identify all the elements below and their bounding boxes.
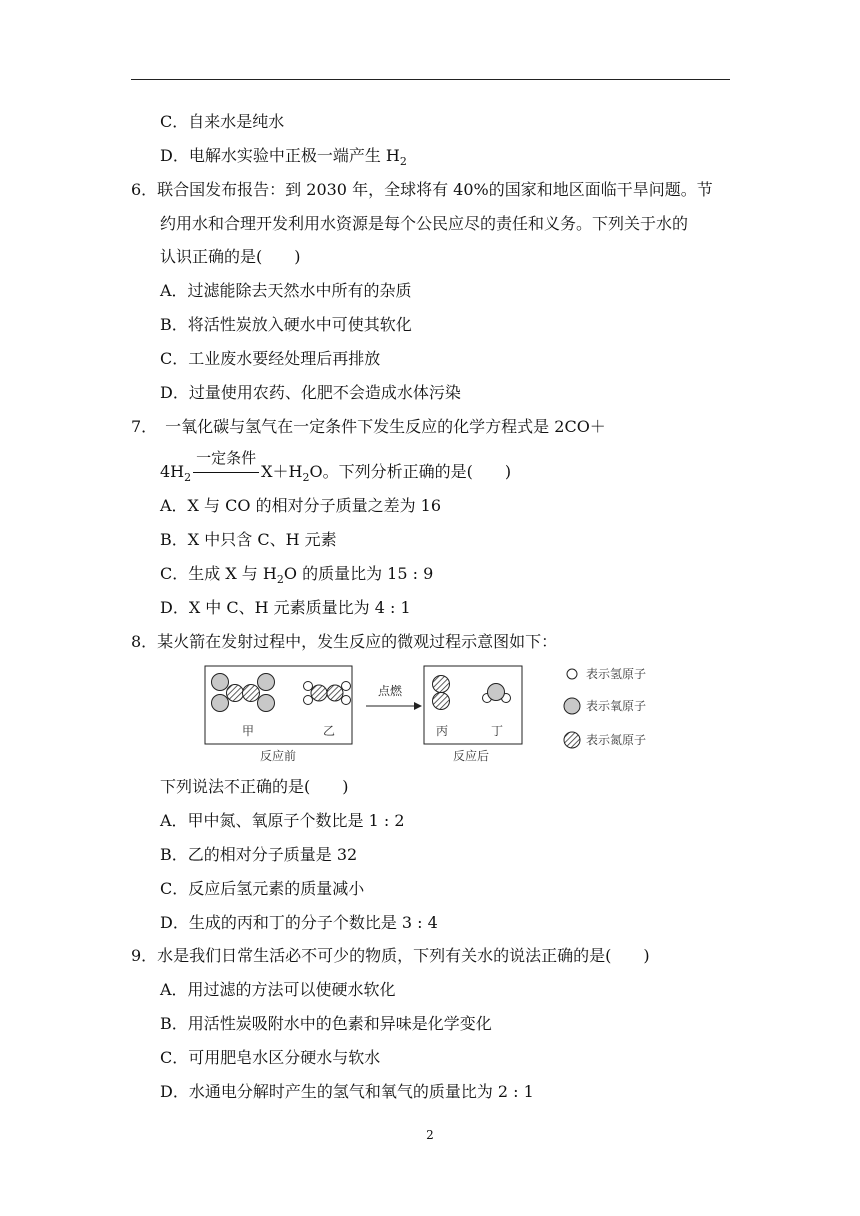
reaction-diagram [200, 660, 680, 774]
q7-option-c: C．生成 X 与 $H_2O$ 的质量比为 15 : 9 [160, 564, 434, 587]
label-before: 反应前 [260, 749, 297, 763]
legend-nitrogen-icon [564, 732, 580, 748]
q8-stem-line2: 下列说法不正确的是( ) [160, 777, 349, 796]
q5-option-d: D．电解水实验中正极一端产生 $H_2$ [160, 146, 407, 169]
q8-option-b: B．乙的相对分子质量是 32 [160, 845, 358, 864]
legend-hydrogen-icon [567, 669, 577, 679]
q6-option-c: C．工业废水要经处理后再排放 [160, 349, 381, 368]
page-number: 2 [426, 1128, 434, 1142]
label-jia: 甲 [242, 724, 255, 738]
q6-stem-line1: 6．联合国发布报告：到 2030 年，全球将有 40%的国家和地区面临干旱问题。节 [131, 180, 713, 199]
q6-option-d: D．过量使用农药、化肥不会造成水体污染 [160, 383, 461, 402]
molecule-jia [212, 674, 275, 712]
q7-option-d: D．X 中 C、H 元素质量比为 4 : 1 [160, 598, 411, 617]
label-bing: 丙 [436, 724, 449, 738]
q8-stem-line1: 8．某火箭在发射过程中，发生反应的微观过程示意图如下： [131, 632, 558, 651]
label-ding: 丁 [491, 724, 504, 738]
legend-hydrogen: 表示氢原子 [586, 667, 647, 681]
molecule-bing [433, 676, 450, 710]
q6-option-b: B．将活性炭放入硬水中可使其软化 [160, 315, 412, 334]
reaction-condition-arrow [191, 449, 261, 482]
molecule-ding [483, 684, 511, 703]
header-rule [131, 79, 730, 80]
legend-oxygen: 表示氧原子 [586, 699, 647, 713]
q8-option-a: A．甲中氮、氧原子个数比是 1 : 2 [160, 811, 405, 830]
q9-stem-line1: 9．水是我们日常生活必不可少的物质，下列有关水的说法正确的是( ) [131, 946, 650, 965]
q9-option-a: A．用过滤的方法可以使硬水软化 [160, 980, 396, 999]
q6-option-a: A．过滤能除去天然水中所有的杂质 [160, 281, 412, 300]
label-yi: 乙 [323, 724, 336, 738]
arrow-label: 点燃 [378, 684, 403, 698]
q6-stem-line2: 约用水和合理开发利用水资源是每个公民应尽的责任和义务。下列关于水的 [160, 214, 689, 233]
q7-option-a: A．X 与 CO 的相对分子质量之差为 16 [160, 496, 442, 515]
legend [564, 667, 646, 748]
molecule-yi [304, 682, 351, 705]
q8-option-d: D．生成的丙和丁的分子个数比是 3 : 4 [160, 913, 438, 932]
q7-equation-line: $4H_2$ 一定条件 $X+H_2O$。下列分析正确的是( ) [160, 449, 512, 485]
legend-nitrogen: 表示氮原子 [586, 733, 647, 747]
label-after: 反应后 [453, 749, 490, 763]
q5-option-c: C．自来水是纯水 [160, 112, 285, 131]
q9-option-c: C．可用肥皂水区分硬水与软水 [160, 1048, 381, 1067]
q7-option-b: B．X 中只含 C、H 元素 [160, 530, 337, 549]
q6-stem-line3: 认识正确的是( ) [160, 247, 301, 266]
q7-stem-line1: 7． 一氧化碳与氢气在一定条件下发生反应的化学方程式是 2CO＋ [131, 417, 606, 436]
q9-option-d: D．水通电分解时产生的氢气和氧气的质量比为 2 : 1 [160, 1082, 534, 1101]
legend-oxygen-icon [564, 698, 580, 714]
q9-option-b: B．用活性炭吸附水中的色素和异味是化学变化 [160, 1014, 492, 1033]
q8-option-c: C．反应后氢元素的质量减小 [160, 879, 365, 898]
reaction-condition: 一定条件 [196, 449, 257, 467]
